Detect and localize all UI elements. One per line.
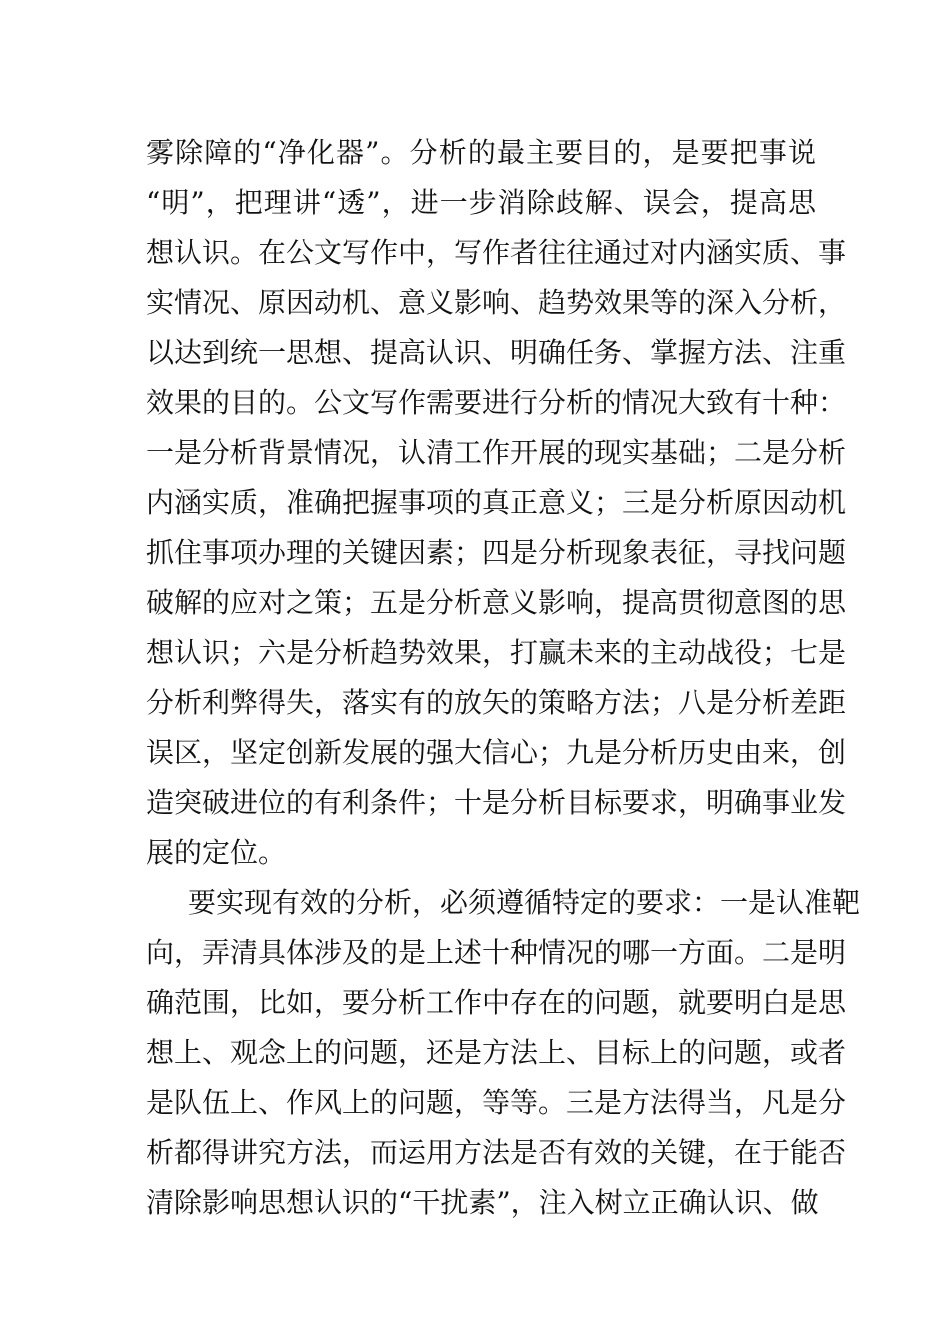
- text-line: 雾除障的“净化器”。分析的最主要目的，是要把事说: [146, 136, 816, 169]
- text-line: 想认识；六是分析趋势效果，打赢未来的主动战役；七是: [146, 636, 847, 669]
- text-line: 要实现有效的分析，必须遵循特定的要求：一是认准靶: [188, 886, 861, 919]
- text-line: “明”，把理讲“透”，进一步消除歧解、误会，提高思: [146, 186, 816, 219]
- text-line: 分析利弊得失，落实有的放矢的策略方法；八是分析差距: [146, 686, 847, 719]
- text-line: 展的定位。: [146, 836, 287, 869]
- text-line: 内涵实质，准确把握事项的真正意义；三是分析原因动机: [146, 486, 847, 519]
- text-line: 想上、观念上的问题，还是方法上、目标上的问题，或者: [146, 1036, 847, 1069]
- text-line: 想认识。在公文写作中，写作者往往通过对内涵实质、事: [146, 236, 847, 269]
- text-line: 确范围，比如，要分析工作中存在的问题，就要明白是思: [146, 986, 847, 1019]
- paragraph-2: [146, 878, 861, 1228]
- text-line: 抓住事项办理的关键因素；四是分析现象表征，寻找问题: [146, 536, 847, 569]
- text-line: 误区，坚定创新发展的强大信心；九是分析历史由来，创: [146, 736, 847, 769]
- text-line: 以达到统一思想、提高认识、明确任务、掌握方法、注重: [146, 336, 847, 369]
- text-line: 一是分析背景情况，认清工作开展的现实基础；二是分析: [146, 436, 847, 469]
- text-line: 实情况、原因动机、意义影响、趋势效果等的深入分析，: [146, 286, 847, 319]
- text-line: 效果的目的。公文写作需要进行分析的情况大致有十种：: [146, 386, 847, 419]
- body-text: [146, 128, 861, 1228]
- text-line: 清除影响思想认识的“干扰素”，注入树立正确认识、做: [146, 1186, 819, 1219]
- text-line: 是队伍上、作风上的问题，等等。三是方法得当，凡是分: [146, 1086, 847, 1119]
- text-line: 析都得讲究方法，而运用方法是否有效的关键，在于能否: [146, 1136, 847, 1169]
- paragraph-1: [146, 128, 847, 878]
- text-line: 造突破进位的有利条件；十是分析目标要求，明确事业发: [146, 786, 847, 819]
- text-line: 向，弄清具体涉及的是上述十种情况的哪一方面。二是明: [146, 936, 847, 969]
- text-line: 破解的应对之策；五是分析意义影响，提高贯彻意图的思: [146, 586, 847, 619]
